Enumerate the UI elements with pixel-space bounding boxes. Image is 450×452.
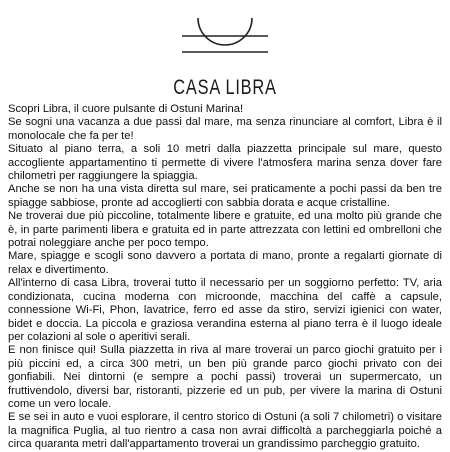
paragraph-surroundings: E non finisce qui! Sulla piazzetta in riva al mare troverai un parco giochi gratuito per i più piccini ed, a circa 300 metri, un ben più grande parco giochi privato con dei gonfiabili. Nei dintorni (e sempre a pochi passi) troverai un supermercato, un fruttivendolo, diversi bar, ristoranti, pizzerie ed un pub, per vivere la marina di Ostuni come un vero locale. (8, 344, 442, 410)
paragraph-comfort: Se sogni una vacanza a due passi dal mare, ma senza rinunciare al comfort, Libra è il monolocale che fa per te! (8, 116, 442, 142)
paragraph-parking: E se sei in auto e vuoi esplorare, il centro storico di Ostuni (a soli 7 chilometri) o visitare la magnifica Puglia, al tuo rientro a casa non avrai difficoltà a parcheggiarla poiché a circa quaranta metri dall'appartamento troverai un grandissimo parcheggio gratuito. (8, 411, 442, 451)
paragraph-amenities: All'interno di casa Libra, troverai tutto il necessario per un soggiorno perfetto: TV, aria condizionata, cucina moderna con microonde, macchina del caffè a capsule, connessione Wi-Fi, Phon, lavatrice, ferro ed asse da stiro, servizi igienici con water, bidet e doccia. La piccola e graziosa verandina esterna al piano terra è il luogo ideale per colazioni al sole o aperitivi serali. (8, 277, 442, 343)
paragraph-beaches: Anche se non ha una vista diretta sul mare, sei praticamente a pochi passi da ben tre spiagge sabbiose, pronte ad accoglierti con sabbia dorata e acque cristalline. (8, 183, 442, 209)
paragraph-intro: Scopri Libra, il cuore pulsante di Ostuni Marina! (8, 103, 244, 115)
libra-scales-icon (170, 0, 280, 70)
description-text (8, 103, 442, 452)
paragraph-location: Situato al piano terra, a soli 10 metri dalla piazzetta principale sul mare, questo accogliente appartamentino ti permette di vivere l'atmosfera marina senza dover fare chilometri per raggiungere la spiaggia. (8, 143, 442, 183)
paragraph-beach-details: Ne troverai due più piccoline, totalmente libere e gratuite, ed una molto più grande che è, in parte parimenti libera e gratuita ed in parte attrezzata con lettini ed ombrelloni che potrai noleggiare anche per poco tempo. (8, 210, 442, 250)
paragraph-relax: Mare, spiagge e scogli sono davvero a portata di mano, pronte a regalarti giornate di relax e divertimento. (8, 250, 442, 276)
page-title: CASA LIBRA (173, 76, 277, 99)
